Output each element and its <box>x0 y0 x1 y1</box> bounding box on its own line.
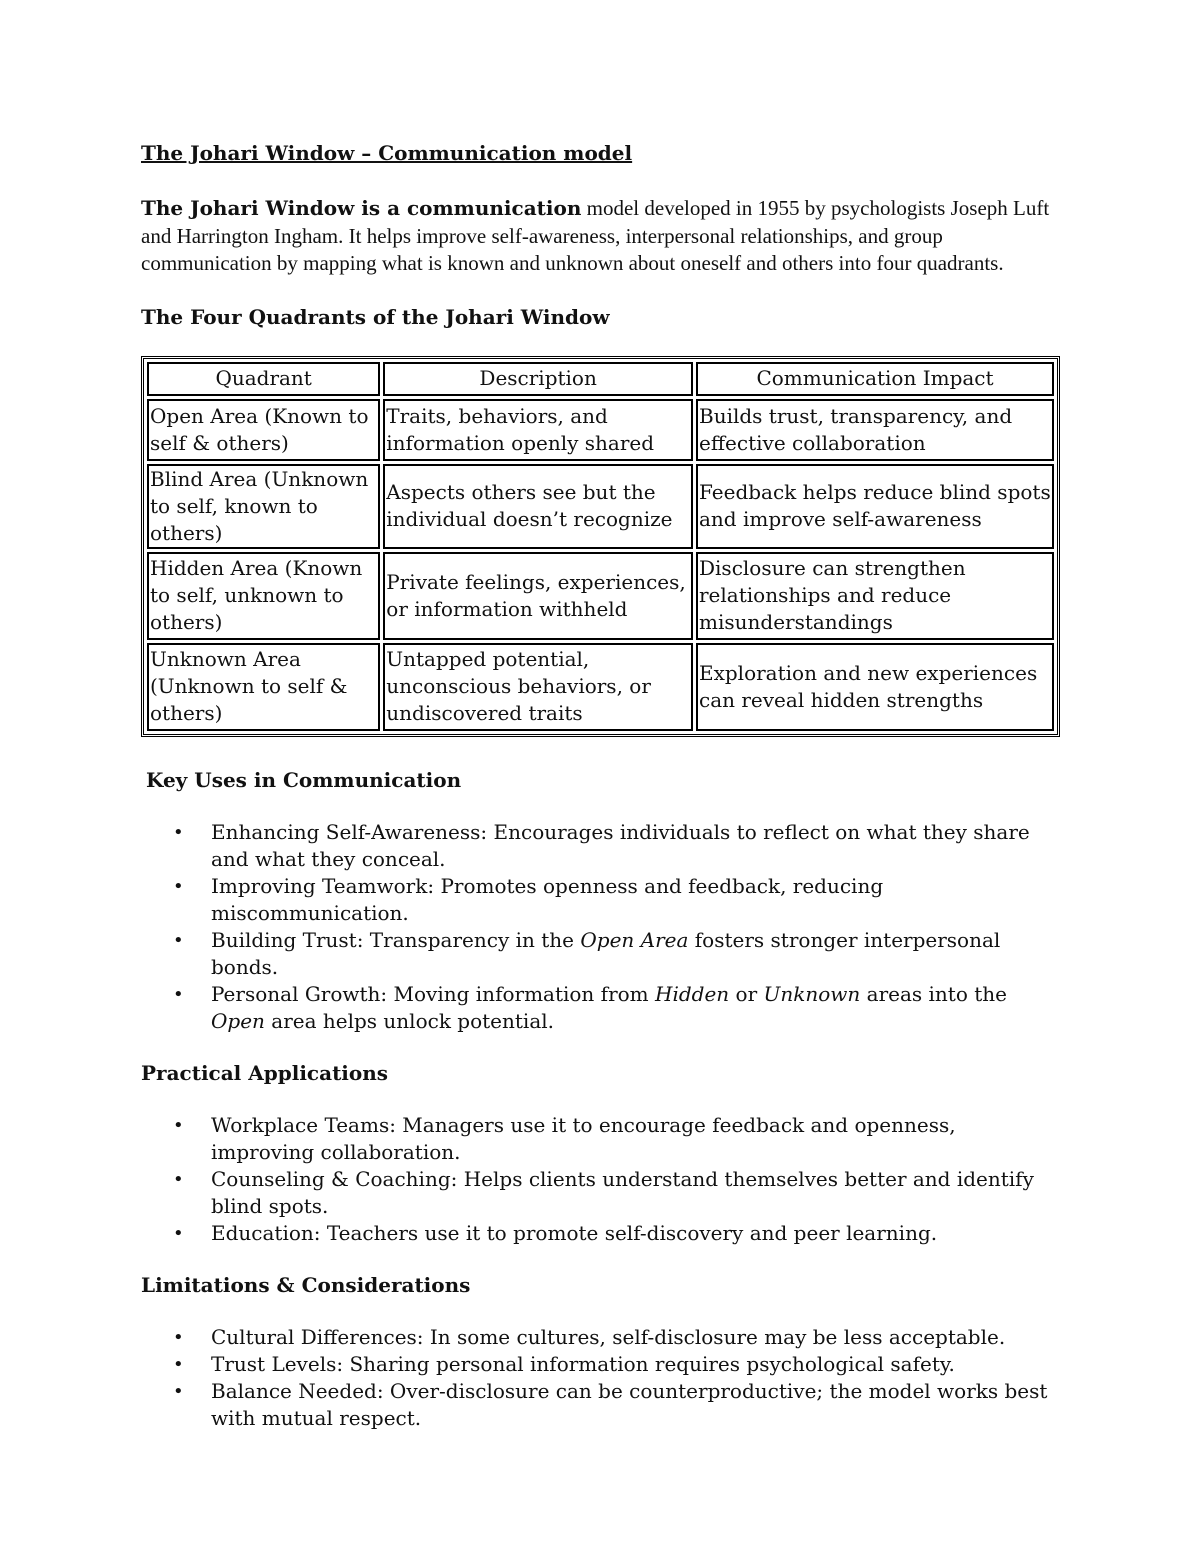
bullet-icon: • <box>173 929 184 951</box>
list-item-text: Improving Teamwork: Promotes openness and feedback, reducing miscommunication. <box>211 873 884 925</box>
list-item <box>173 981 1061 1035</box>
table-header-cell: Quadrant <box>147 362 380 396</box>
list-item-text: area helps unlock potential. <box>264 1008 555 1033</box>
list-item-emphasis: Hidden <box>655 981 730 1006</box>
key-uses-heading: Key Uses in Communication <box>146 767 462 792</box>
table-row <box>147 464 1054 549</box>
table-cell: Builds trust, transparency, and effective collaboration <box>696 399 1054 461</box>
list-item <box>173 1378 1061 1432</box>
bullet-icon: • <box>173 1380 184 1402</box>
list-item <box>173 819 1061 873</box>
list-item-text: areas into the <box>860 981 1007 1006</box>
list-item-emphasis: Open <box>211 1008 265 1033</box>
intro-paragraph <box>141 195 1061 278</box>
list-item-text: Trust Levels: Sharing personal information requires psychological safety. <box>211 1351 955 1376</box>
table-cell: Open Area (Known to self & others) <box>147 399 380 461</box>
table-row <box>147 552 1054 640</box>
table-header-row <box>147 362 1054 396</box>
table-cell: Aspects others see but the individual doesn’t recognize <box>383 464 693 549</box>
list-item-text: Education: Teachers use it to promote self-discovery and peer learning. <box>211 1220 938 1245</box>
practical-heading: Practical Applications <box>141 1060 389 1085</box>
bullet-icon: • <box>173 1353 184 1375</box>
bullet-icon: • <box>173 1222 184 1244</box>
bullet-icon: • <box>173 821 184 843</box>
list-item <box>173 1166 1061 1220</box>
list-item-text: or <box>729 981 764 1006</box>
table-cell: Private feelings, experiences, or information withheld <box>383 552 693 640</box>
table-row <box>147 643 1054 731</box>
list-item-text: Workplace Teams: Managers use it to encourage feedback and openness, improving collaboration. <box>211 1112 956 1164</box>
list-item <box>173 1220 1061 1247</box>
list-item <box>173 927 1061 981</box>
table-cell: Hidden Area (Known to self, unknown to others) <box>147 552 380 640</box>
list-item <box>173 1324 1061 1351</box>
list-item <box>173 1351 1061 1378</box>
intro-bold-lead: The Johari Window is a communication <box>141 196 582 220</box>
key-uses-list <box>141 819 1061 1035</box>
practical-list <box>141 1112 1061 1247</box>
list-item-emphasis: Unknown <box>763 981 861 1006</box>
list-item-emphasis: Open Area <box>580 927 689 952</box>
list-item-text: Counseling & Coaching: Helps clients understand themselves better and identify blind spots. <box>211 1166 1034 1218</box>
list-item-text: Balance Needed: Over-disclosure can be counterproductive; the model works best with mutual respect. <box>211 1378 1048 1430</box>
table-cell: Exploration and new experiences can reveal hidden strengths <box>696 643 1054 731</box>
quadrants-heading: The Four Quadrants of the Johari Window <box>141 304 610 329</box>
list-item-text: Enhancing Self-Awareness: Encourages individuals to reflect on what they share and what they conceal. <box>211 819 1030 871</box>
bullet-icon: • <box>173 1168 184 1190</box>
bullet-icon: • <box>173 983 184 1005</box>
bullet-icon: • <box>173 1114 184 1136</box>
table-header-cell: Communication Impact <box>696 362 1054 396</box>
table-header-cell: Description <box>383 362 693 396</box>
table-cell: Traits, behaviors, and information openly shared <box>383 399 693 461</box>
table-cell: Feedback helps reduce blind spots and improve self-awareness <box>696 464 1054 549</box>
table-cell: Blind Area (Unknown to self, known to others) <box>147 464 380 549</box>
limitations-list <box>141 1324 1061 1432</box>
table-cell: Untapped potential, unconscious behaviors, or undiscovered traits <box>383 643 693 731</box>
table-row <box>147 399 1054 461</box>
document-page <box>141 140 1061 1457</box>
list-item <box>173 873 1061 927</box>
limitations-heading: Limitations & Considerations <box>141 1272 471 1297</box>
bullet-icon: • <box>173 1326 184 1348</box>
intro-text: model developed in 1955 by psychologists Joseph Luft and Harrington Ingham. It helps improve self-awareness, interpersonal relationships, and group communication by mapping what is known and unknown about oneself and others into four quadrants. <box>141 196 1050 275</box>
list-item <box>173 1112 1061 1166</box>
table-cell: Unknown Area (Unknown to self & others) <box>147 643 380 731</box>
bullet-icon: • <box>173 875 184 897</box>
quadrants-table <box>141 356 1060 737</box>
list-item-text: Cultural Differences: In some cultures, self-disclosure may be less acceptable. <box>211 1324 1006 1349</box>
list-item-text: fosters stronger interpersonal bonds. <box>211 927 1001 979</box>
table-cell: Disclosure can strengthen relationships and reduce misunderstandings <box>696 552 1054 640</box>
list-item-text: Personal Growth: Moving information from <box>211 981 655 1006</box>
document-title: The Johari Window – Communication model <box>141 141 633 165</box>
list-item-text: Building Trust: Transparency in the <box>211 927 581 952</box>
